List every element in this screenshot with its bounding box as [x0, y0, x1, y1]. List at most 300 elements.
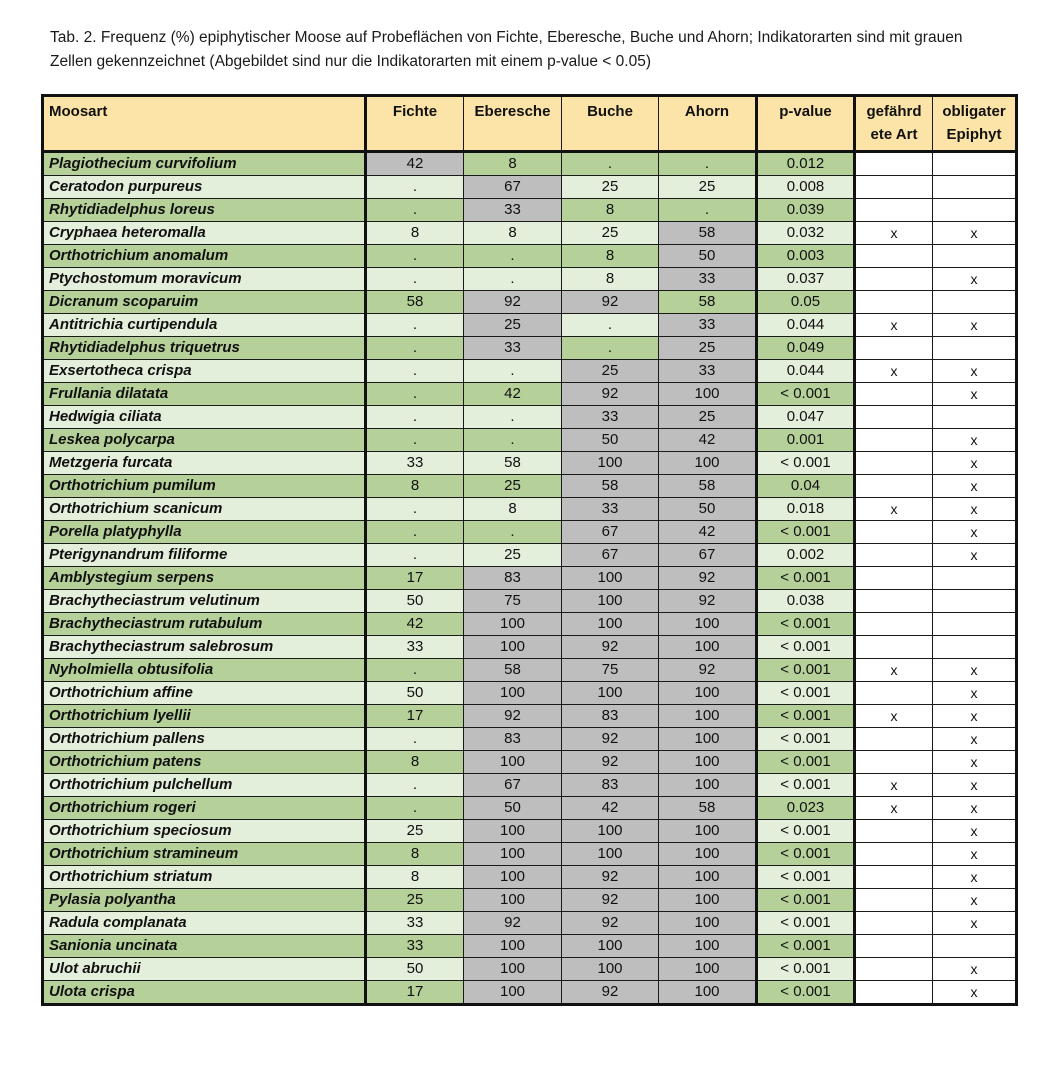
cell-p-value: 0.044 [757, 360, 855, 383]
table-caption [50, 26, 1040, 74]
cell-buche: 92 [562, 981, 659, 1004]
cell-gefaehrdet [855, 268, 933, 291]
header-gefaehrdet-line-1: gefährd [866, 103, 922, 120]
cell-gefaehrdet [855, 636, 933, 659]
cell-p-value: < 0.001 [757, 613, 855, 636]
cell-moosart: Orthotrichium anomalum [44, 245, 366, 268]
header-gefaehrdet-line-2: ete Art [870, 126, 918, 143]
cell-eberesche: 8 [464, 222, 562, 245]
cell-gefaehrdet [855, 567, 933, 590]
cell-fichte: . [366, 728, 464, 751]
cell-fichte: 42 [366, 152, 464, 176]
cell-p-value: < 0.001 [757, 452, 855, 475]
cell-ahorn: 33 [659, 360, 757, 383]
cell-moosart: Brachytheciastrum rutabulum [44, 613, 366, 636]
cell-ahorn: 100 [659, 728, 757, 751]
cell-eberesche: 33 [464, 199, 562, 222]
cell-ahorn: 100 [659, 452, 757, 475]
cell-p-value: < 0.001 [757, 682, 855, 705]
cell-p-value: 0.039 [757, 199, 855, 222]
cell-fichte: 58 [366, 291, 464, 314]
cell-fichte: . [366, 199, 464, 222]
cell-fichte: 25 [366, 889, 464, 912]
cell-ahorn: 100 [659, 613, 757, 636]
cell-ahorn: 100 [659, 958, 757, 981]
cell-moosart: Orthotrichium lyellii [44, 705, 366, 728]
header-row [44, 97, 1016, 152]
cell-buche: 42 [562, 797, 659, 820]
header-moosart: Moosart [44, 97, 366, 152]
cell-p-value: < 0.001 [757, 705, 855, 728]
cell-moosart: Orthotrichium striatum [44, 866, 366, 889]
table-row [44, 705, 1016, 728]
cell-p-value: < 0.001 [757, 889, 855, 912]
cell-buche: 100 [562, 567, 659, 590]
table-row [44, 199, 1016, 222]
cell-p-value: 0.038 [757, 590, 855, 613]
cell-eberesche: 33 [464, 337, 562, 360]
cell-ahorn: 58 [659, 291, 757, 314]
cell-obligat: x [933, 797, 1016, 820]
cell-buche: 83 [562, 774, 659, 797]
cell-obligat: x [933, 958, 1016, 981]
cell-moosart: Brachytheciastrum velutinum [44, 590, 366, 613]
cell-ahorn: 100 [659, 636, 757, 659]
cell-gefaehrdet: x [855, 774, 933, 797]
table-row [44, 567, 1016, 590]
cell-fichte: 25 [366, 820, 464, 843]
header-obligat-line-1: obligater [942, 103, 1006, 120]
cell-fichte: . [366, 360, 464, 383]
cell-p-value: 0.001 [757, 429, 855, 452]
cell-eberesche: 100 [464, 935, 562, 958]
cell-fichte: 42 [366, 613, 464, 636]
cell-p-value: 0.012 [757, 152, 855, 176]
cell-ahorn: 100 [659, 889, 757, 912]
cell-obligat: x [933, 360, 1016, 383]
cell-moosart: Orthotrichium stramineum [44, 843, 366, 866]
cell-gefaehrdet [855, 383, 933, 406]
cell-buche: 75 [562, 659, 659, 682]
cell-eberesche: 100 [464, 751, 562, 774]
cell-gefaehrdet: x [855, 360, 933, 383]
cell-p-value: 0.008 [757, 176, 855, 199]
cell-moosart: Brachytheciastrum salebrosum [44, 636, 366, 659]
table-row [44, 383, 1016, 406]
table-row [44, 268, 1016, 291]
table-row [44, 958, 1016, 981]
table-row [44, 291, 1016, 314]
cell-eberesche: 25 [464, 475, 562, 498]
table-row [44, 728, 1016, 751]
cell-p-value: 0.037 [757, 268, 855, 291]
cell-gefaehrdet [855, 912, 933, 935]
cell-gefaehrdet [855, 958, 933, 981]
cell-moosart: Radula complanata [44, 912, 366, 935]
cell-obligat [933, 567, 1016, 590]
cell-p-value: < 0.001 [757, 521, 855, 544]
cell-obligat [933, 152, 1016, 176]
cell-moosart: Ulot abruchii [44, 958, 366, 981]
table-row [44, 935, 1016, 958]
cell-buche: 92 [562, 383, 659, 406]
cell-fichte: 50 [366, 958, 464, 981]
cell-eberesche: . [464, 360, 562, 383]
table-row [44, 682, 1016, 705]
cell-buche: 8 [562, 268, 659, 291]
cell-gefaehrdet [855, 429, 933, 452]
cell-gefaehrdet: x [855, 659, 933, 682]
cell-buche: 92 [562, 636, 659, 659]
cell-buche: 25 [562, 176, 659, 199]
cell-ahorn: 92 [659, 659, 757, 682]
cell-moosart: Rhytidiadelphus loreus [44, 199, 366, 222]
cell-gefaehrdet [855, 544, 933, 567]
cell-fichte: 33 [366, 935, 464, 958]
table-row [44, 843, 1016, 866]
cell-p-value: 0.002 [757, 544, 855, 567]
cell-ahorn: 100 [659, 843, 757, 866]
cell-fichte: 17 [366, 705, 464, 728]
cell-eberesche: 67 [464, 176, 562, 199]
cell-fichte: 33 [366, 452, 464, 475]
cell-gefaehrdet [855, 820, 933, 843]
cell-ahorn: . [659, 199, 757, 222]
header-buche: Buche [562, 97, 659, 152]
cell-buche: 100 [562, 958, 659, 981]
cell-p-value: 0.04 [757, 475, 855, 498]
cell-eberesche: 100 [464, 682, 562, 705]
cell-buche: . [562, 314, 659, 337]
table-row [44, 176, 1016, 199]
cell-obligat: x [933, 705, 1016, 728]
cell-eberesche: 75 [464, 590, 562, 613]
cell-buche: 100 [562, 590, 659, 613]
cell-buche: 92 [562, 912, 659, 935]
cell-eberesche: 92 [464, 912, 562, 935]
table-row [44, 751, 1016, 774]
cell-gefaehrdet: x [855, 314, 933, 337]
cell-moosart: Dicranum scoparuim [44, 291, 366, 314]
cell-ahorn: 25 [659, 337, 757, 360]
table-row [44, 866, 1016, 889]
table-row [44, 889, 1016, 912]
cell-p-value: 0.05 [757, 291, 855, 314]
cell-moosart: Orthotrichium affine [44, 682, 366, 705]
cell-obligat [933, 199, 1016, 222]
cell-ahorn: 92 [659, 567, 757, 590]
table-row [44, 820, 1016, 843]
cell-p-value: < 0.001 [757, 820, 855, 843]
cell-fichte: 8 [366, 222, 464, 245]
cell-p-value: 0.003 [757, 245, 855, 268]
cell-gefaehrdet [855, 152, 933, 176]
cell-buche: 25 [562, 222, 659, 245]
cell-obligat [933, 291, 1016, 314]
cell-ahorn: 58 [659, 475, 757, 498]
cell-moosart: Rhytidiadelphus triquetrus [44, 337, 366, 360]
cell-p-value: < 0.001 [757, 912, 855, 935]
cell-gefaehrdet [855, 245, 933, 268]
cell-ahorn: 100 [659, 981, 757, 1004]
cell-ahorn: 100 [659, 682, 757, 705]
cell-moosart: Exsertotheca crispa [44, 360, 366, 383]
cell-ahorn: 92 [659, 590, 757, 613]
cell-eberesche: 8 [464, 152, 562, 176]
header-obligater-epiphyt [933, 97, 1016, 152]
moss-frequency-table [43, 96, 1016, 1004]
cell-obligat [933, 176, 1016, 199]
cell-fichte: 17 [366, 981, 464, 1004]
cell-fichte: 8 [366, 843, 464, 866]
cell-obligat: x [933, 429, 1016, 452]
cell-p-value: < 0.001 [757, 958, 855, 981]
cell-moosart: Nyholmiella obtusifolia [44, 659, 366, 682]
cell-buche: 100 [562, 452, 659, 475]
cell-ahorn: 100 [659, 820, 757, 843]
cell-obligat [933, 245, 1016, 268]
cell-buche: 33 [562, 498, 659, 521]
cell-gefaehrdet [855, 935, 933, 958]
cell-eberesche: 100 [464, 843, 562, 866]
table-row [44, 314, 1016, 337]
cell-moosart: Pterigynandrum filiforme [44, 544, 366, 567]
cell-eberesche: 25 [464, 314, 562, 337]
cell-obligat: x [933, 889, 1016, 912]
cell-fichte: . [366, 544, 464, 567]
header-p-value: p-value [757, 97, 855, 152]
cell-ahorn: 100 [659, 935, 757, 958]
cell-obligat: x [933, 521, 1016, 544]
table-row [44, 152, 1016, 176]
cell-moosart: Orthotrichium patens [44, 751, 366, 774]
cell-obligat: x [933, 682, 1016, 705]
cell-buche: 100 [562, 613, 659, 636]
table-row [44, 981, 1016, 1004]
cell-moosart: Antitrichia curtipendula [44, 314, 366, 337]
table-row [44, 475, 1016, 498]
cell-gefaehrdet [855, 337, 933, 360]
cell-eberesche: 42 [464, 383, 562, 406]
cell-buche: 25 [562, 360, 659, 383]
cell-eberesche: 8 [464, 498, 562, 521]
cell-gefaehrdet [855, 613, 933, 636]
cell-fichte: 8 [366, 475, 464, 498]
cell-ahorn: 50 [659, 498, 757, 521]
cell-fichte: . [366, 406, 464, 429]
cell-p-value: < 0.001 [757, 774, 855, 797]
cell-obligat: x [933, 728, 1016, 751]
cell-fichte: . [366, 314, 464, 337]
table-row [44, 636, 1016, 659]
table-row [44, 912, 1016, 935]
cell-fichte: 17 [366, 567, 464, 590]
cell-buche: 8 [562, 245, 659, 268]
cell-moosart: Orthotrichium pallens [44, 728, 366, 751]
cell-p-value: < 0.001 [757, 636, 855, 659]
cell-moosart: Ceratodon purpureus [44, 176, 366, 199]
cell-ahorn: 100 [659, 866, 757, 889]
cell-obligat: x [933, 314, 1016, 337]
cell-ahorn: 42 [659, 521, 757, 544]
cell-fichte: . [366, 797, 464, 820]
cell-obligat: x [933, 659, 1016, 682]
cell-obligat: x [933, 981, 1016, 1004]
cell-ahorn: 100 [659, 774, 757, 797]
table-row [44, 498, 1016, 521]
table-row [44, 222, 1016, 245]
cell-p-value: < 0.001 [757, 728, 855, 751]
cell-gefaehrdet: x [855, 222, 933, 245]
cell-obligat [933, 636, 1016, 659]
cell-gefaehrdet [855, 682, 933, 705]
table-row [44, 452, 1016, 475]
cell-ahorn: . [659, 152, 757, 176]
cell-gefaehrdet [855, 406, 933, 429]
cell-buche: . [562, 152, 659, 176]
cell-eberesche: 58 [464, 452, 562, 475]
cell-eberesche: . [464, 406, 562, 429]
cell-gefaehrdet [855, 291, 933, 314]
cell-fichte: 8 [366, 751, 464, 774]
cell-ahorn: 42 [659, 429, 757, 452]
cell-moosart: Orthotrichium rogeri [44, 797, 366, 820]
table-row [44, 659, 1016, 682]
cell-ahorn: 100 [659, 912, 757, 935]
cell-gefaehrdet [855, 590, 933, 613]
cell-obligat: x [933, 544, 1016, 567]
cell-moosart: Orthotrichium pumilum [44, 475, 366, 498]
cell-eberesche: 83 [464, 728, 562, 751]
cell-buche: 92 [562, 866, 659, 889]
cell-moosart: Sanionia uncinata [44, 935, 366, 958]
cell-ahorn: 25 [659, 176, 757, 199]
table-row [44, 613, 1016, 636]
table-row [44, 590, 1016, 613]
table-row [44, 406, 1016, 429]
caption-line-2: Zellen gekennzeichnet (Abgebildet sind nur die Indikatorarten mit einem p-value < 0.05) [50, 53, 651, 70]
cell-p-value: 0.032 [757, 222, 855, 245]
cell-gefaehrdet: x [855, 797, 933, 820]
cell-eberesche: . [464, 268, 562, 291]
cell-eberesche: 83 [464, 567, 562, 590]
cell-fichte: . [366, 429, 464, 452]
cell-eberesche: 58 [464, 659, 562, 682]
table-row [44, 774, 1016, 797]
cell-ahorn: 58 [659, 222, 757, 245]
cell-ahorn: 100 [659, 705, 757, 728]
cell-buche: 92 [562, 291, 659, 314]
cell-obligat: x [933, 843, 1016, 866]
cell-gefaehrdet [855, 843, 933, 866]
cell-moosart: Orthotrichium speciosum [44, 820, 366, 843]
cell-fichte: . [366, 659, 464, 682]
cell-fichte: 33 [366, 636, 464, 659]
cell-ahorn: 67 [659, 544, 757, 567]
cell-buche: 67 [562, 521, 659, 544]
cell-obligat [933, 337, 1016, 360]
table-body [44, 152, 1016, 1004]
cell-moosart: Cryphaea heteromalla [44, 222, 366, 245]
header-ahorn: Ahorn [659, 97, 757, 152]
cell-obligat [933, 406, 1016, 429]
cell-buche: 100 [562, 820, 659, 843]
cell-eberesche: 100 [464, 820, 562, 843]
cell-p-value: < 0.001 [757, 751, 855, 774]
cell-buche: 92 [562, 751, 659, 774]
header-gefaehrdete-art [855, 97, 933, 152]
cell-ahorn: 33 [659, 268, 757, 291]
cell-fichte: . [366, 498, 464, 521]
cell-moosart: Ptychostomum moravicum [44, 268, 366, 291]
cell-gefaehrdet [855, 475, 933, 498]
cell-obligat: x [933, 866, 1016, 889]
cell-gefaehrdet [855, 889, 933, 912]
cell-fichte: . [366, 774, 464, 797]
cell-fichte: . [366, 176, 464, 199]
cell-moosart: Frullania dilatata [44, 383, 366, 406]
cell-ahorn: 100 [659, 751, 757, 774]
cell-buche: 100 [562, 935, 659, 958]
cell-gefaehrdet [855, 452, 933, 475]
cell-gefaehrdet: x [855, 498, 933, 521]
cell-moosart: Amblystegium serpens [44, 567, 366, 590]
cell-ahorn: 100 [659, 383, 757, 406]
cell-gefaehrdet [855, 176, 933, 199]
cell-eberesche: 92 [464, 705, 562, 728]
cell-p-value: 0.047 [757, 406, 855, 429]
cell-obligat: x [933, 751, 1016, 774]
cell-eberesche: 100 [464, 889, 562, 912]
cell-gefaehrdet [855, 981, 933, 1004]
cell-obligat [933, 935, 1016, 958]
cell-buche: . [562, 337, 659, 360]
cell-p-value: 0.049 [757, 337, 855, 360]
cell-fichte: 33 [366, 912, 464, 935]
table-row [44, 245, 1016, 268]
cell-obligat: x [933, 222, 1016, 245]
cell-obligat: x [933, 498, 1016, 521]
cell-buche: 100 [562, 843, 659, 866]
cell-buche: 50 [562, 429, 659, 452]
table-row [44, 521, 1016, 544]
cell-fichte: . [366, 521, 464, 544]
cell-p-value: 0.044 [757, 314, 855, 337]
cell-moosart: Hedwigia ciliata [44, 406, 366, 429]
cell-p-value: < 0.001 [757, 567, 855, 590]
cell-moosart: Plagiothecium curvifolium [44, 152, 366, 176]
cell-eberesche: 25 [464, 544, 562, 567]
cell-buche: 33 [562, 406, 659, 429]
header-obligat-line-2: Epiphyt [946, 126, 1002, 143]
cell-moosart: Porella platyphylla [44, 521, 366, 544]
cell-gefaehrdet [855, 728, 933, 751]
caption-line-1: Tab. 2. Frequenz (%) epiphytischer Moose auf Probeflächen von Fichte, Eberesche, Buche und Ahorn; Indikatorarten sind mit grauen [50, 29, 963, 46]
cell-fichte: . [366, 245, 464, 268]
cell-fichte: 8 [366, 866, 464, 889]
cell-gefaehrdet [855, 199, 933, 222]
cell-fichte: . [366, 268, 464, 291]
cell-p-value: 0.023 [757, 797, 855, 820]
cell-moosart: Orthotrichium pulchellum [44, 774, 366, 797]
cell-buche: 83 [562, 705, 659, 728]
cell-buche: 67 [562, 544, 659, 567]
cell-fichte: 50 [366, 682, 464, 705]
table-row [44, 360, 1016, 383]
cell-obligat: x [933, 452, 1016, 475]
cell-eberesche: 100 [464, 981, 562, 1004]
cell-gefaehrdet [855, 866, 933, 889]
